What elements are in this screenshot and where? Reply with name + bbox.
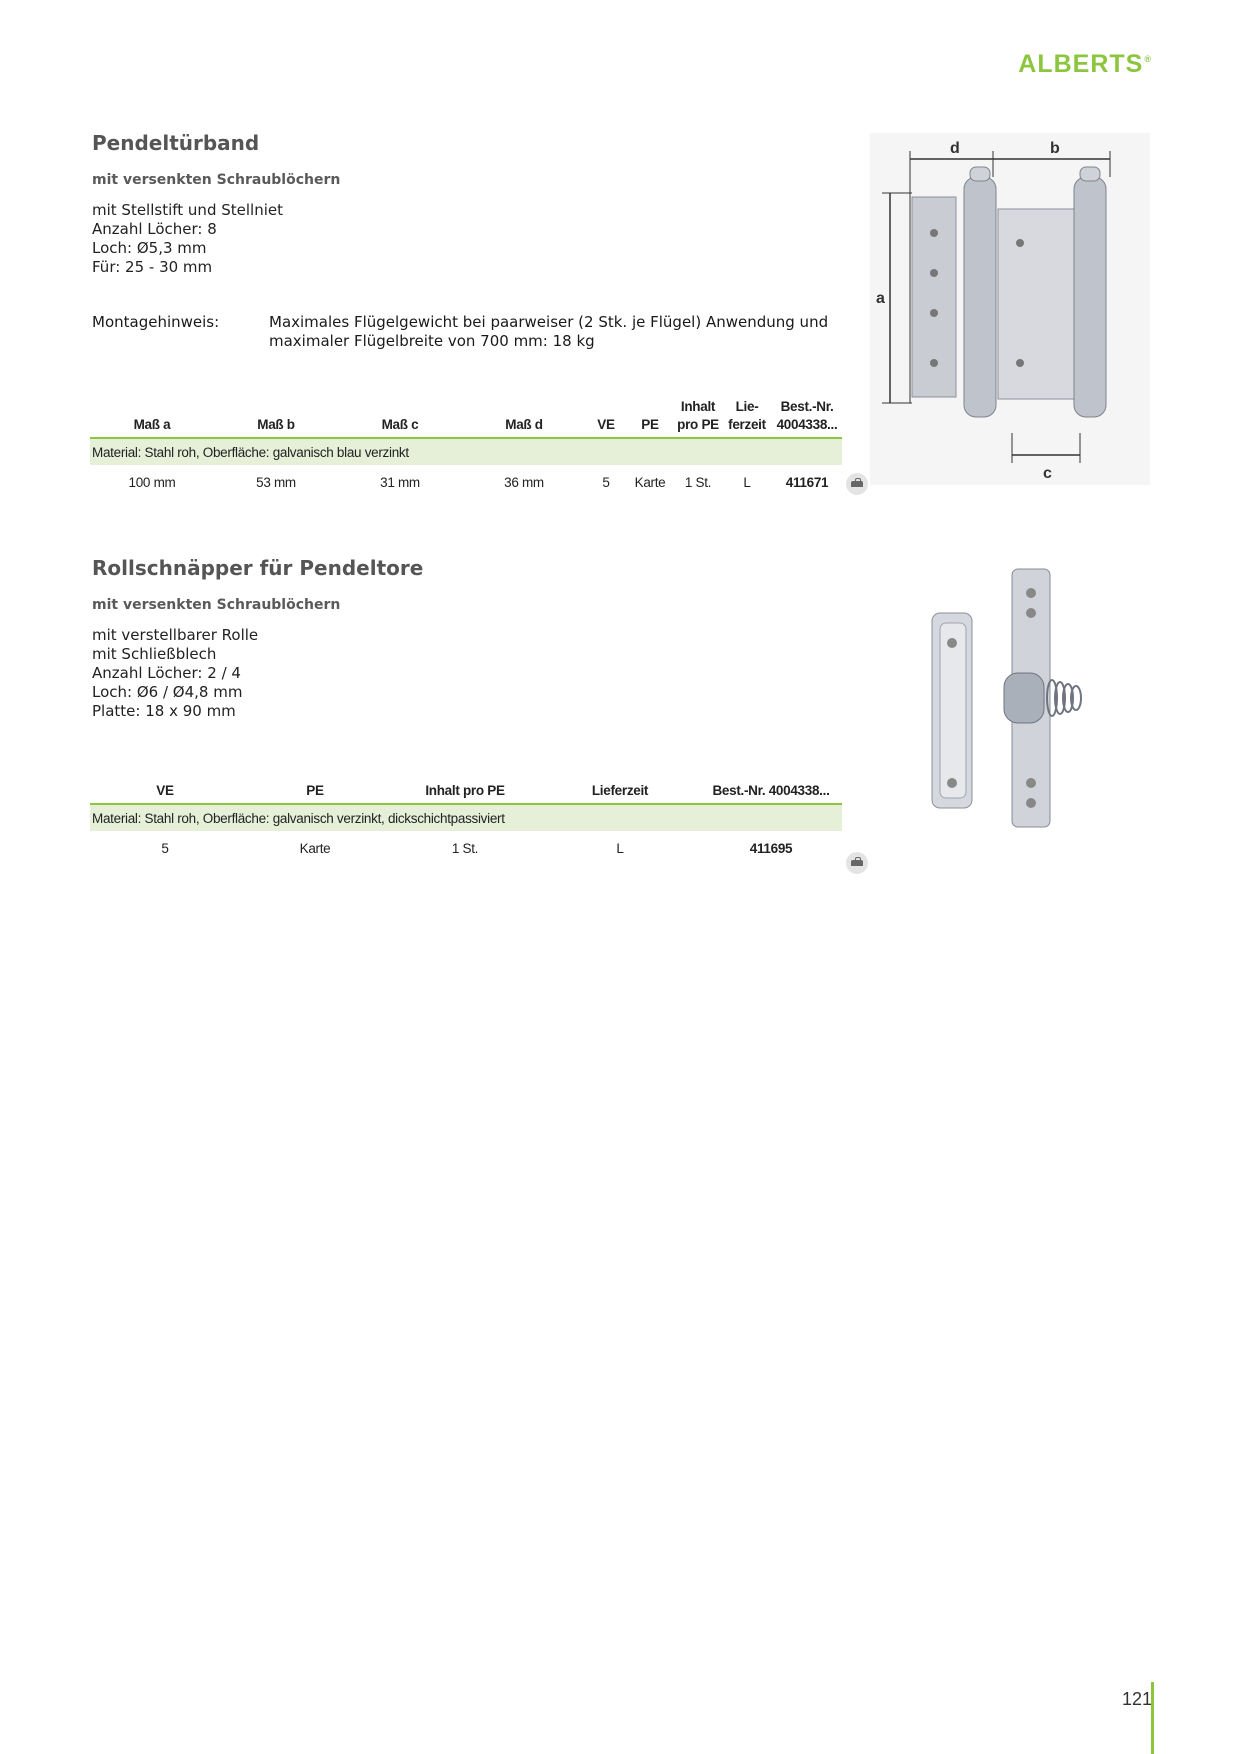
- material-row: Material: Stahl roh, Oberfläche: galvanisch blau verzinkt: [90, 438, 842, 465]
- column-header: Maß c: [338, 398, 462, 438]
- product-subtitle: mit versenkten Schraublöchern: [92, 597, 341, 613]
- column-header: Lieferzeit: [540, 782, 700, 804]
- column-header: VE: [90, 782, 240, 804]
- mounting-hint: [92, 313, 852, 351]
- feature-item: Platte: 18 x 90 mm: [92, 702, 236, 720]
- feature-list: [92, 201, 852, 277]
- table-row: [90, 465, 842, 490]
- column-header: PE: [626, 398, 674, 438]
- table-cell: 5: [161, 841, 169, 856]
- column-header: Maß d: [462, 398, 586, 438]
- feature-item: Anzahl Löcher: 2 / 4: [92, 664, 241, 682]
- column-header: Best.-Nr. 4004338...: [700, 782, 842, 804]
- product-section-pendeltuerband: [92, 131, 852, 351]
- column-header: Best.-Nr. 4004338...: [772, 398, 842, 438]
- shop-icon[interactable]: [846, 473, 868, 495]
- order-number[interactable]: 411695: [749, 841, 793, 856]
- dimension-label-c: c: [1043, 465, 1052, 482]
- dimension-label-b: b: [1050, 140, 1060, 157]
- table-cell: 1 St.: [684, 475, 712, 490]
- table-cell: Karte: [634, 475, 666, 490]
- feature-item: Loch: Ø5,3 mm: [92, 239, 207, 257]
- roller-catch-image: [862, 563, 1162, 833]
- spec-table-pendeltuerband: [90, 398, 842, 490]
- column-header: Maß a: [90, 398, 214, 438]
- mounting-hint-label: Montagehinweis:: [92, 313, 220, 331]
- table-cell: L: [616, 841, 624, 856]
- feature-item: mit Stellstift und Stellniet: [92, 201, 283, 219]
- product-title: Rollschnäpper für Pendeltore: [92, 556, 424, 580]
- table-cell: L: [743, 475, 751, 490]
- column-header: VE: [586, 398, 626, 438]
- column-header: Inhalt pro PE: [674, 398, 722, 438]
- dimension-label-d: d: [950, 140, 960, 157]
- feature-item: Für: 25 - 30 mm: [92, 258, 213, 276]
- table-cell: 36 mm: [504, 475, 544, 490]
- column-header: Maß b: [214, 398, 338, 438]
- feature-item: mit verstellbarer Rolle: [92, 626, 259, 644]
- brand-logo: ALBERTS®: [1018, 50, 1152, 78]
- mounting-hint-text: Maximales Flügelgewicht bei paarweiser (2 Stk. je Flügel) Anwendung und maximaler Flügelbreite von 700 mm: 18 kg: [269, 313, 829, 350]
- page-number: 121: [1121, 1689, 1152, 1709]
- table-cell: 53 mm: [256, 475, 296, 490]
- table-cell: 1 St.: [451, 841, 479, 856]
- feature-item: mit Schließblech: [92, 645, 217, 663]
- product-section-rollschnaepper: [92, 556, 852, 721]
- column-header: Inhalt pro PE: [390, 782, 540, 804]
- table-cell: 100 mm: [128, 475, 176, 490]
- column-header: Lie-ferzeit: [722, 398, 772, 438]
- feature-list: [92, 626, 852, 721]
- hinge-image: [870, 133, 1150, 485]
- column-header: PE: [240, 782, 390, 804]
- spec-table-rollschnaepper: [90, 782, 842, 856]
- feature-item: Anzahl Löcher: 8: [92, 220, 217, 238]
- shop-icon[interactable]: [846, 852, 868, 874]
- product-title: Pendeltürband: [92, 131, 260, 155]
- table-cell: 31 mm: [380, 475, 420, 490]
- product-subtitle: mit versenkten Schraublöchern: [92, 172, 341, 188]
- feature-item: Loch: Ø6 / Ø4,8 mm: [92, 683, 243, 701]
- material-row: Material: Stahl roh, Oberfläche: galvanisch verzinkt, dickschichtpassiviert: [90, 804, 842, 831]
- table-row: [90, 831, 842, 856]
- table-cell: Karte: [299, 841, 331, 856]
- order-number[interactable]: 411671: [785, 475, 829, 490]
- dimension-label-a: a: [876, 290, 885, 307]
- table-cell: 5: [602, 475, 610, 490]
